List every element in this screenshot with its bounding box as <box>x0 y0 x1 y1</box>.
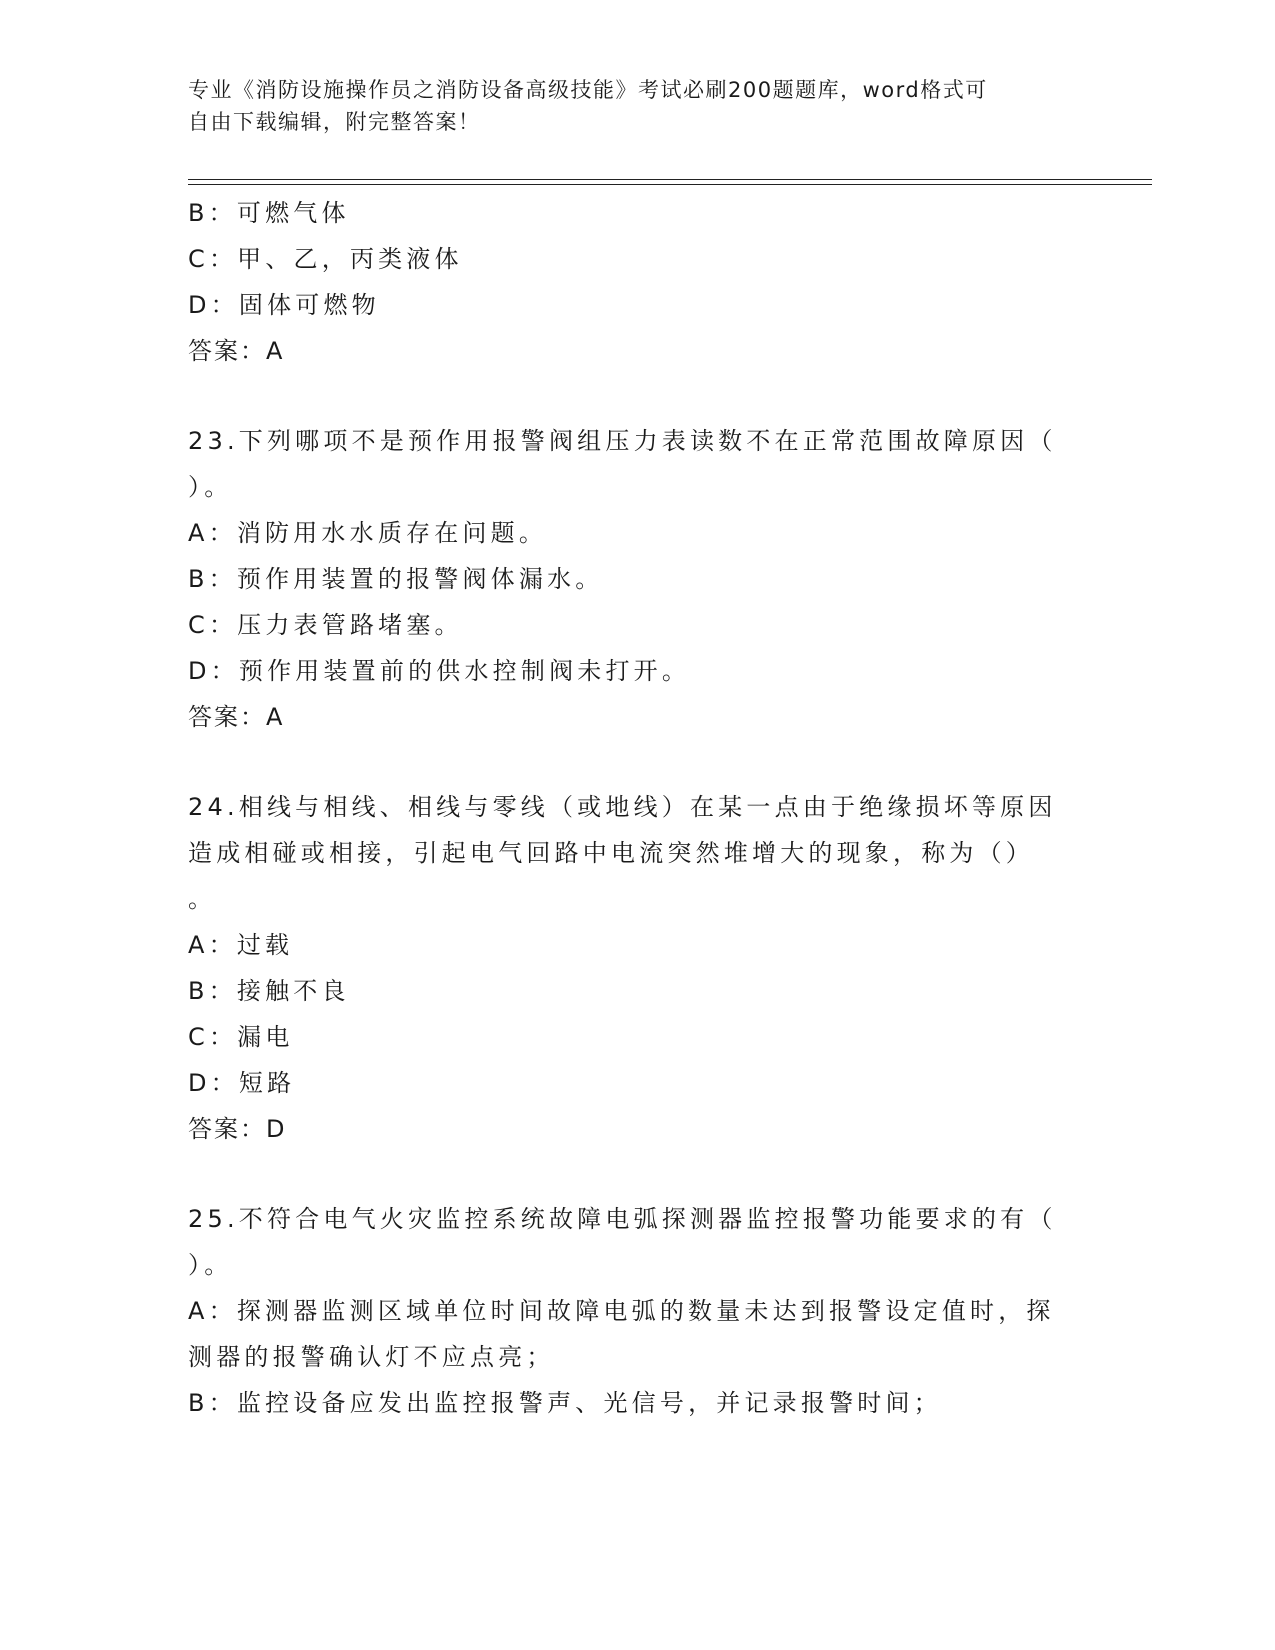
option-b: B：监控设备应发出监控报警声、光信号，并记录报警时间； <box>188 1389 942 1417</box>
question-22-tail <box>188 190 1088 374</box>
option-a: A：探测器监测区域单位时间故障电弧的数量未达到报警设定值时，探 <box>188 1297 1055 1325</box>
header-line-1: 专业《消防设施操作员之消防设备高级技能》考试必刷200题题库，word格式可 <box>188 78 988 102</box>
option-d: D：短路 <box>188 1069 296 1097</box>
option-d: D：固体可燃物 <box>188 291 380 319</box>
question-text-cont: 造成相碰或相接，引起电气回路中电流突然堆增大的现象，称为（） <box>188 839 1034 867</box>
question-text: 24.相线与相线、相线与零线（或地线）在某一点由于绝缘损坏等原因 <box>188 793 1057 821</box>
option-b: B：预作用装置的报警阀体漏水。 <box>188 565 604 593</box>
question-24 <box>188 784 1088 1152</box>
answer: 答案：D <box>188 1115 287 1143</box>
question-text: 25.不符合电气火灾监控系统故障电弧探测器监控报警功能要求的有（ <box>188 1205 1057 1233</box>
header-line-2: 自由下载编辑，附完整答案！ <box>188 110 481 134</box>
spacer <box>188 374 1088 418</box>
answer: 答案：A <box>188 703 285 731</box>
question-text-cont: ）。 <box>188 1251 233 1279</box>
option-a: A：消防用水水质存在问题。 <box>188 519 548 547</box>
answer: 答案：A <box>188 337 285 365</box>
header-divider-top <box>188 179 1152 180</box>
option-a: A：过载 <box>188 931 294 959</box>
question-25 <box>188 1196 1088 1426</box>
option-b: B：接触不良 <box>188 977 350 1005</box>
spacer <box>188 1152 1088 1196</box>
option-a-cont: 测器的报警确认灯不应点亮； <box>188 1343 555 1371</box>
option-c: C：漏电 <box>188 1023 294 1051</box>
option-b: B：可燃气体 <box>188 199 350 227</box>
option-c: C：压力表管路堵塞。 <box>188 611 463 639</box>
document-header <box>188 74 1068 138</box>
question-text-cont: 。 <box>188 885 217 913</box>
option-d: D：预作用装置前的供水控制阀未打开。 <box>188 657 691 685</box>
question-23 <box>188 418 1088 740</box>
option-c: C：甲、乙，丙类液体 <box>188 245 463 273</box>
spacer <box>188 740 1088 784</box>
question-content <box>188 190 1088 1426</box>
question-text-cont: ）。 <box>188 473 233 501</box>
header-divider-bottom <box>188 184 1152 185</box>
question-text: 23.下列哪项不是预作用报警阀组压力表读数不在正常范围故障原因（ <box>188 427 1057 455</box>
